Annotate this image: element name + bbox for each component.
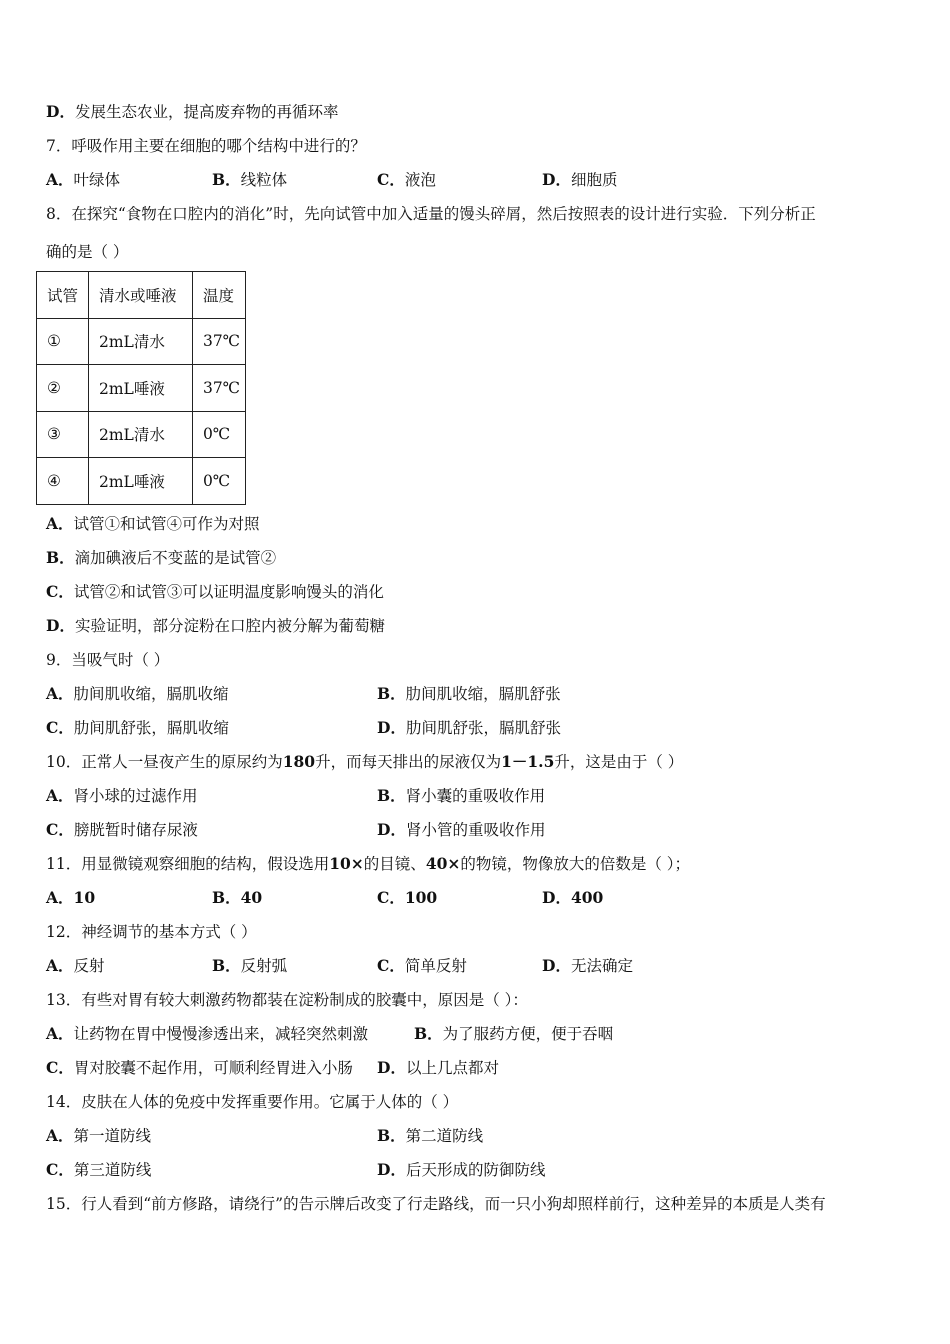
option-text: 肋间肌收缩，膈肌收缩 bbox=[73, 685, 229, 703]
q13-question: 13．有些对胃有较大刺激药物都装在淀粉制成的胶囊中，原因是（ ）： bbox=[46, 991, 528, 1009]
option-text: 肋间肌舒张，膈肌舒张 bbox=[405, 719, 561, 737]
q15-question: 15．行人看到“前方修路，请绕行”的告示牌后改变了行走路线，而一只小狗却照样前行，这种差异的本质是人类有 bbox=[46, 1195, 826, 1213]
option-letter: A． bbox=[46, 786, 74, 805]
option-text: 反射 bbox=[73, 957, 105, 975]
question-number: 180 bbox=[282, 752, 316, 771]
q12-option-d bbox=[542, 956, 633, 976]
option-text: 试管②和试管③可以证明温度影响馒头的消化 bbox=[73, 583, 384, 601]
option-text: 叶绿体 bbox=[73, 171, 121, 189]
table-cell: ① bbox=[37, 318, 89, 365]
q8-option-a bbox=[46, 514, 260, 534]
q10-question bbox=[46, 752, 683, 772]
option-letter: B． bbox=[377, 786, 406, 805]
option-text: 100 bbox=[404, 888, 438, 907]
option-letter: C． bbox=[377, 956, 405, 975]
q7-option-c bbox=[377, 170, 436, 190]
q9-option-b bbox=[377, 684, 561, 704]
option-letter: C． bbox=[46, 1160, 74, 1179]
table-cell: 37℃ bbox=[193, 365, 246, 412]
option-text: 反射弧 bbox=[240, 957, 288, 975]
option-letter: D． bbox=[377, 820, 406, 839]
q6-option-d bbox=[46, 102, 338, 122]
option-letter: D． bbox=[46, 102, 75, 121]
option-text: 线粒体 bbox=[240, 171, 288, 189]
question-text: 10．正常人一昼夜产生的原尿约为 bbox=[46, 753, 283, 771]
q12-option-b bbox=[212, 956, 287, 976]
question-number: 10× bbox=[329, 854, 364, 873]
q12-option-c bbox=[377, 956, 467, 976]
option-letter: C． bbox=[46, 1058, 74, 1077]
option-letter: B． bbox=[377, 1126, 406, 1145]
q9-option-d bbox=[377, 718, 561, 738]
option-letter: C． bbox=[377, 888, 405, 907]
q8-option-c bbox=[46, 582, 384, 602]
q14-question: 14．皮肤在人体的免疫中发挥重要作用。它属于人体的（ ） bbox=[46, 1093, 459, 1111]
question-number: 40× bbox=[425, 854, 461, 873]
table-cell: 2mL唾液 bbox=[89, 458, 193, 505]
option-letter: D． bbox=[542, 888, 571, 907]
option-letter: B． bbox=[414, 1024, 443, 1043]
option-text: 试管①和试管④可作为对照 bbox=[73, 515, 260, 533]
q14-option-b bbox=[377, 1126, 483, 1146]
table-cell: 2mL唾液 bbox=[89, 365, 193, 412]
question-number: 1－1.5 bbox=[501, 752, 555, 771]
option-letter: A． bbox=[46, 888, 74, 907]
option-letter: D． bbox=[542, 956, 571, 975]
q13-option-d bbox=[377, 1058, 499, 1078]
option-text: 肾小囊的重吸收作用 bbox=[405, 787, 546, 805]
q8-option-d bbox=[46, 616, 385, 636]
q10-option-a bbox=[46, 786, 198, 806]
q8-question-line1: 8．在探究“食物在口腔内的消化”时，先向试管中加入适量的馒头碎屑，然后按照表的设计进行实验．下列分析正 bbox=[46, 205, 816, 223]
option-letter: A． bbox=[46, 170, 74, 189]
option-letter: D． bbox=[46, 616, 75, 635]
table-cell: 37℃ bbox=[193, 318, 246, 365]
q14-option-a bbox=[46, 1126, 151, 1146]
option-text: 400 bbox=[570, 888, 604, 907]
q12-question: 12．神经调节的基本方式（ ） bbox=[46, 923, 257, 941]
table-cell: 0℃ bbox=[193, 411, 246, 458]
option-letter: D． bbox=[377, 718, 406, 737]
option-text: 以上几点都对 bbox=[405, 1059, 499, 1077]
question-text: 11．用显微镜观察细胞的结构，假设选用 bbox=[46, 855, 330, 873]
option-letter: B． bbox=[212, 170, 241, 189]
table-row bbox=[37, 318, 246, 365]
option-text: 胃对胶囊不起作用，可顺利经胃进入小肠 bbox=[73, 1059, 353, 1077]
question-text: 升，而每天排出的尿液仅为 bbox=[315, 753, 502, 771]
option-text: 肾小管的重吸收作用 bbox=[405, 821, 546, 839]
option-text: 简单反射 bbox=[404, 957, 467, 975]
option-text: 为了服药方便，便于吞咽 bbox=[442, 1025, 614, 1043]
q7-question: 7．呼吸作用主要在细胞的哪个结构中进行的？ bbox=[46, 137, 366, 155]
q8-question-line2: 确的是（ ） bbox=[46, 243, 129, 261]
option-text: 发展生态农业，提高废弃物的再循环率 bbox=[74, 103, 339, 121]
table-header: 清水或唾液 bbox=[89, 272, 193, 319]
experiment-table bbox=[36, 271, 246, 505]
option-letter: A． bbox=[46, 684, 74, 703]
option-text: 肾小球的过滤作用 bbox=[73, 787, 198, 805]
table-cell: 2mL清水 bbox=[89, 318, 193, 365]
option-text: 无法确定 bbox=[570, 957, 633, 975]
option-letter: B． bbox=[46, 548, 75, 567]
q7-option-a bbox=[46, 170, 120, 190]
option-text: 细胞质 bbox=[570, 171, 618, 189]
option-letter: B． bbox=[212, 956, 241, 975]
option-text: 第一道防线 bbox=[73, 1127, 152, 1145]
option-text: 膀胱暂时储存尿液 bbox=[73, 821, 198, 839]
table-cell: ③ bbox=[37, 411, 89, 458]
q10-option-d bbox=[377, 820, 545, 840]
table-row bbox=[37, 458, 246, 505]
q11-option-b bbox=[212, 888, 262, 908]
option-text: 后天形成的防御防线 bbox=[405, 1161, 546, 1179]
table-cell: 0℃ bbox=[193, 458, 246, 505]
table-cell: ② bbox=[37, 365, 89, 412]
option-text: 肋间肌收缩，膈肌舒张 bbox=[405, 685, 561, 703]
option-text: 肋间肌舒张，膈肌收缩 bbox=[73, 719, 229, 737]
option-letter: A． bbox=[46, 956, 74, 975]
table-cell: ④ bbox=[37, 458, 89, 505]
option-letter: B． bbox=[377, 684, 406, 703]
q11-option-c bbox=[377, 888, 437, 908]
option-letter: A． bbox=[46, 1024, 74, 1043]
q9-option-c bbox=[46, 718, 229, 738]
question-text: 的目镜、 bbox=[363, 855, 426, 873]
option-letter: A． bbox=[46, 1126, 74, 1145]
option-letter: A． bbox=[46, 514, 74, 533]
option-letter: B． bbox=[212, 888, 241, 907]
question-text: 升，这是由于（ ） bbox=[554, 753, 684, 771]
option-text: 第二道防线 bbox=[405, 1127, 484, 1145]
table-cell: 2mL清水 bbox=[89, 411, 193, 458]
question-text: 的物镜，物像放大的倍数是（ ）； bbox=[460, 855, 691, 873]
q9-option-a bbox=[46, 684, 229, 704]
q11-option-d bbox=[542, 888, 603, 908]
option-text: 液泡 bbox=[404, 171, 436, 189]
option-letter: C． bbox=[46, 582, 74, 601]
q7-option-b bbox=[212, 170, 287, 190]
option-letter: D． bbox=[377, 1160, 406, 1179]
option-text: 让药物在胃中慢慢渗透出来，减轻突然刺激 bbox=[73, 1025, 369, 1043]
option-text: 滴加碘液后不变蓝的是试管② bbox=[74, 549, 277, 567]
table-header-row bbox=[37, 272, 246, 319]
option-letter: C． bbox=[377, 170, 405, 189]
q13-option-a bbox=[46, 1024, 368, 1044]
q8-option-b bbox=[46, 548, 276, 568]
q14-option-c bbox=[46, 1160, 151, 1180]
option-text: 实验证明，部分淀粉在口腔内被分解为葡萄糖 bbox=[74, 617, 385, 635]
option-letter: C． bbox=[46, 820, 74, 839]
table-row bbox=[37, 365, 246, 412]
q13-option-b bbox=[414, 1024, 613, 1044]
option-letter: D． bbox=[377, 1058, 406, 1077]
option-text: 第三道防线 bbox=[73, 1161, 152, 1179]
q7-option-d bbox=[542, 170, 617, 190]
option-letter: C． bbox=[46, 718, 74, 737]
q10-option-b bbox=[377, 786, 545, 806]
q14-option-d bbox=[377, 1160, 545, 1180]
q11-question bbox=[46, 854, 690, 874]
option-letter: D． bbox=[542, 170, 571, 189]
option-text: 40 bbox=[240, 888, 263, 907]
option-text: 10 bbox=[73, 888, 96, 907]
table-header: 温度 bbox=[193, 272, 246, 319]
q13-option-c bbox=[46, 1058, 353, 1078]
table-row bbox=[37, 411, 246, 458]
q11-option-a bbox=[46, 888, 95, 908]
q9-question: 9．当吸气时（ ） bbox=[46, 651, 170, 669]
q12-option-a bbox=[46, 956, 105, 976]
table-header: 试管 bbox=[37, 272, 89, 319]
q10-option-c bbox=[46, 820, 198, 840]
